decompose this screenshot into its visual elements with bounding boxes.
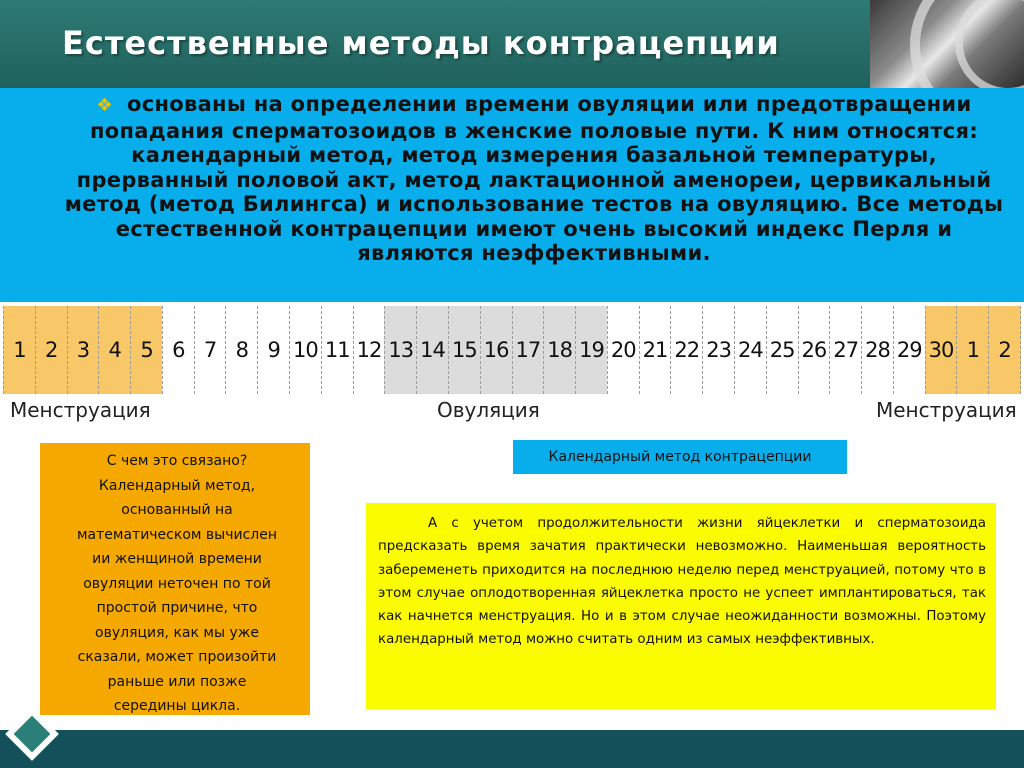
calendar-day: 18 — [543, 306, 575, 394]
slide-title: Естественные методы контрацепции — [62, 24, 780, 62]
calendar-day: 13 — [384, 306, 416, 394]
calendar-day: 23 — [702, 306, 734, 394]
calendar-day: 5 — [130, 306, 162, 394]
calendar-day-row — [3, 306, 1021, 394]
calendar-day: 27 — [829, 306, 861, 394]
calendar-day: 6 — [162, 306, 194, 394]
note-line: математическом вычислен — [76, 526, 277, 543]
calendar-day: 22 — [670, 306, 702, 394]
calendar-day: 2 — [988, 306, 1021, 394]
cycle-calendar — [0, 302, 1024, 432]
calendar-day: 1 — [956, 306, 988, 394]
calendar-day: 2 — [35, 306, 67, 394]
note-line: овуляции неточен по той — [83, 575, 271, 592]
note-line: ии женщиной времени — [92, 551, 262, 567]
calendar-day: 20 — [607, 306, 639, 394]
note-line: сказали, может произойти — [77, 649, 277, 665]
calendar-day: 10 — [289, 306, 321, 394]
diamond-bullet-icon: ❖ — [96, 95, 113, 116]
label-menstruation-left: Менструация — [10, 398, 151, 422]
explanation-text: А с учетом продолжительности жизни яйцеклетки и сперматозоида предсказать время зачатия практически невозможно. Наименьшая вероятность забеременеть приходится на последнюю неделю перед менструацией, потому что в этом случае оплодотворенная яйцеклетка просто не успеет имплантироваться, так как начнется менструация. Но и в этом случае неожиданности возможны. Поэтому календарный метод можно считать одним из самых неэффективных. — [378, 516, 986, 648]
calendar-day: 26 — [798, 306, 830, 394]
calendar-day: 29 — [893, 306, 925, 394]
note-line: основанный на — [121, 502, 233, 518]
note-line: середины цикла. — [113, 698, 241, 714]
calendar-day: 30 — [925, 306, 957, 394]
label-menstruation-right: Менструация — [876, 398, 1017, 422]
calendar-day: 15 — [448, 306, 480, 394]
decorative-metal-graphic — [870, 0, 1024, 88]
note-line: простой причине, что — [96, 600, 258, 616]
calendar-day: 1 — [3, 306, 35, 394]
calendar-day: 4 — [98, 306, 130, 394]
calendar-day: 3 — [67, 306, 99, 394]
calendar-day: 7 — [194, 306, 226, 394]
calendar-day: 25 — [766, 306, 798, 394]
calendar-day: 19 — [575, 306, 607, 394]
label-ovulation: Овуляция — [437, 398, 540, 422]
title-bar — [0, 0, 870, 88]
intro-text-block — [58, 92, 1010, 266]
note-line: раньше или позже — [107, 673, 247, 690]
calendar-day: 16 — [480, 306, 512, 394]
calendar-day: 24 — [734, 306, 766, 394]
calendar-day: 28 — [861, 306, 893, 394]
note-line: С чем это связано? — [106, 453, 248, 469]
footer-bar — [0, 730, 1024, 768]
calendar-day: 21 — [639, 306, 671, 394]
calendar-day: 12 — [353, 306, 385, 394]
calendar-day: 17 — [512, 306, 544, 394]
intro-text: основаны на определении времени овуляции или предотвращении попадания сперматозоидов в женские половые пути. К ним относятся: календарный метод, метод измерения базальной температуры, прерванный половой акт, метод лактационной аменореи, цервикальный метод (метод Билингса) и использование тестов на овуляцию. Все методы естественной контрацепции имеют очень высокий индекс Перля и являются неэффективными. — [64, 92, 1004, 265]
calendar-day: 14 — [416, 306, 448, 394]
note-text — [48, 449, 306, 719]
calendar-day: 8 — [225, 306, 257, 394]
calendar-day: 11 — [321, 306, 353, 394]
calendar-day: 9 — [257, 306, 289, 394]
note-line: овуляция, как мы уже — [95, 624, 259, 641]
calendar-caption: Календарный метод контрацепции — [513, 440, 847, 474]
note-line: Календарный метод, — [98, 477, 256, 494]
